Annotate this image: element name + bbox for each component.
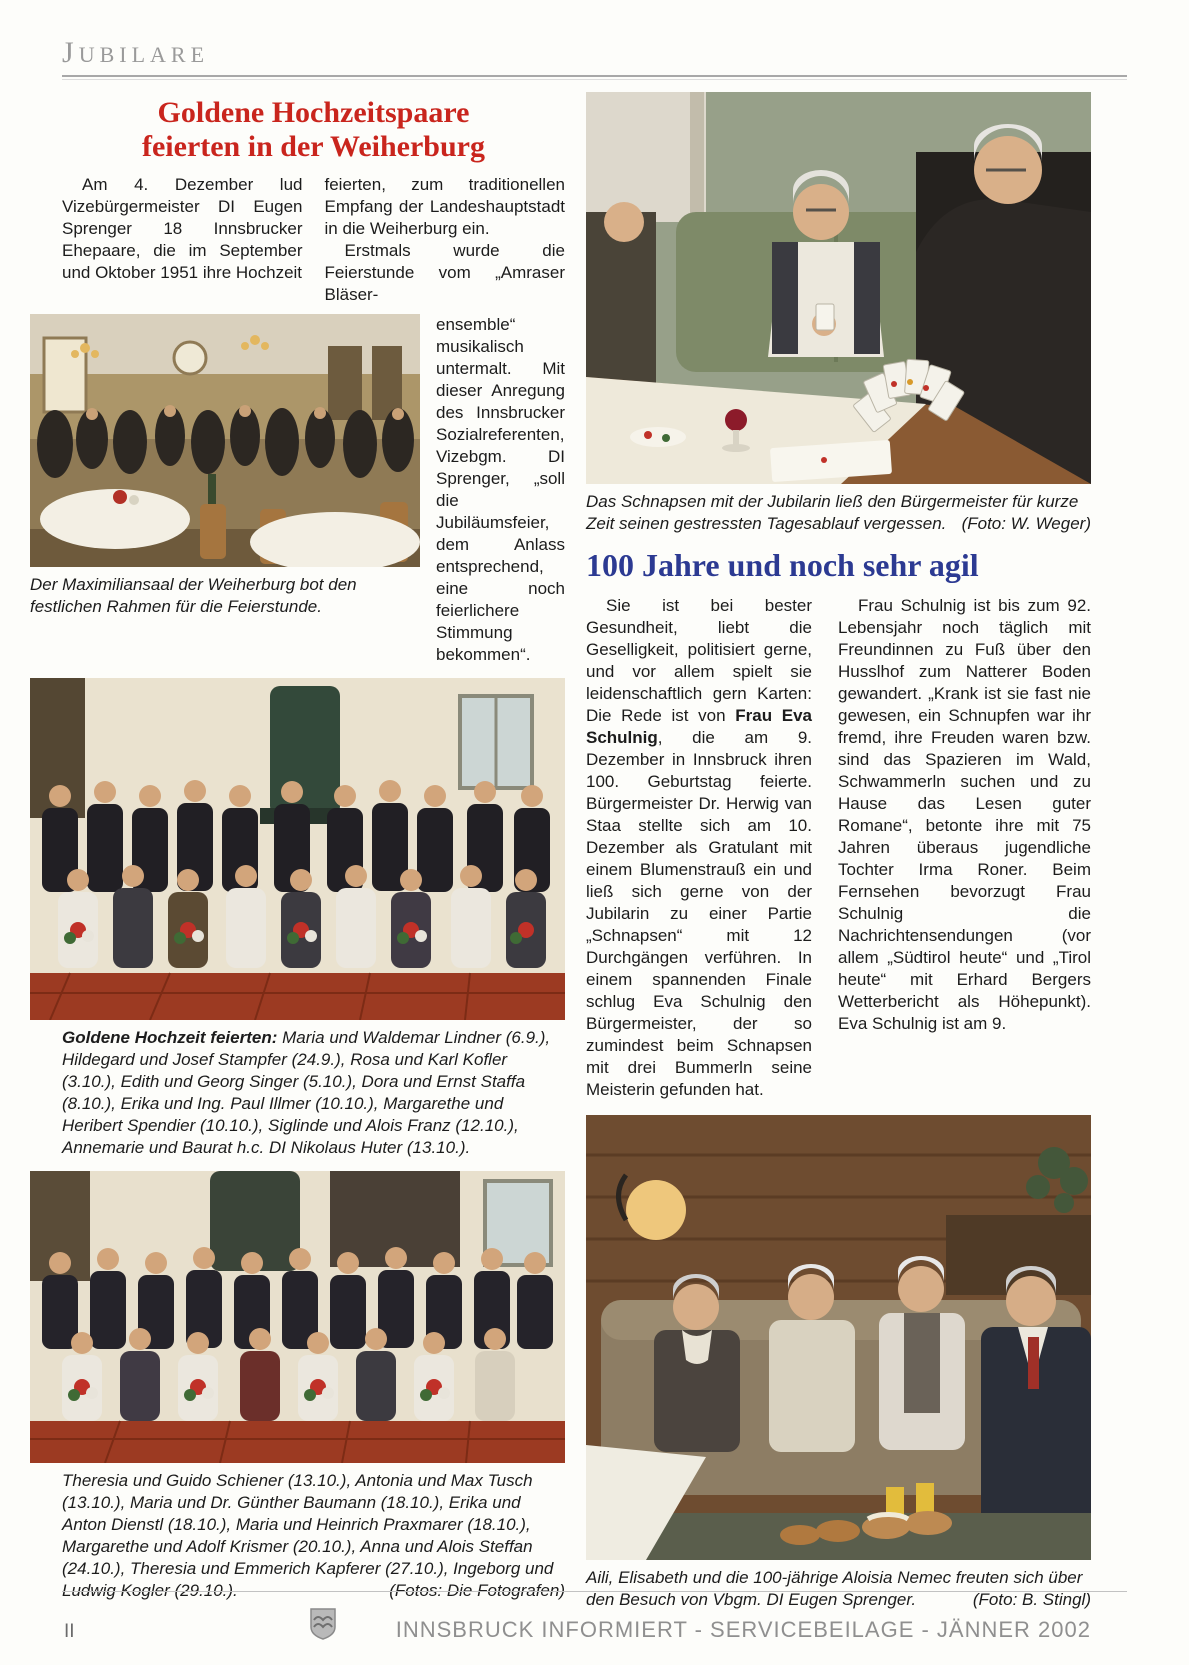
article-100-years [586, 92, 1091, 1611]
footer-row [62, 1607, 1127, 1647]
footer-masthead: INNSBRUCK INFORMIERT - SERVICEBEILAGE - JÄNNER 2002 [395, 1617, 1091, 1642]
page-number: II [64, 1621, 75, 1642]
innsbruck-coat-of-arms-icon [310, 1608, 336, 1645]
article1-intro [62, 174, 565, 306]
article2-col1-rest: , die am 9. Dezember in Innsbruck ihren 100. Geburtstag feierte. Bürgermeister Dr. Herwig van Staa stellte sich am 10. Dezember als Gratulant mit einem Blumenstrauß ein und ließ sich gerne von der Jubilarin zu einer Partie „Schnapsen“ mit 12 Durchgängen verführen. In einem spannenden Finale schlug Eva Schulnig den Bürgermeister, der so zumindest beim Schnapsen mit drei Bummerln seine Meisterin gefunden hat. [586, 728, 812, 1099]
photo-card-game-credit: (Foto: W. Weger) [961, 514, 1091, 533]
article2-col1-lead: Sie ist bei bester Gesundheit, liebt die Geselligkeit, politisiert gerne, und vor allem spielt sie leidenschaftlich gern Karten: Die Rede ist von [586, 596, 812, 725]
article2-col1 [586, 595, 812, 1101]
photo-group-couples-2 [30, 1171, 565, 1463]
photo-couch-visit-caption: Aili, Elisabeth und die 100-jährige Aloisia Nemec freuten sich über den Besuch von Vbgm. DI Eugen Sprenger. [586, 1568, 1083, 1609]
section-label: JUBILARE [62, 36, 210, 69]
photo-maximiliansaal [30, 314, 420, 567]
article2-col1-paragraph [586, 595, 812, 1101]
article1-side-column: ensemble“ musikalisch untermalt. Mit dieser Anregung des Innsbrucker Sozialreferenten, Vizebgm. DI Sprenger, „soll die Jubiläumsfeier, dem Anlass entsprechend, eine noch feierlichere Stimmung bekommen“. [436, 315, 565, 664]
article1-title [62, 96, 565, 164]
photo-group-couples-2-credit: (Fotos: Die Fotografen) [389, 1581, 565, 1600]
photo-card-game [586, 92, 1091, 484]
article1-intro-col1: Am 4. Dezember lud Vizebürgermeister DI Eugen Sprenger 18 Innsbrucker Ehepaare, die im September und Oktober 1951 ihre Hochzeit [62, 175, 303, 282]
article1-intro-col2-p2: Erstmals wurde die Feierstunde vom „Amraser Bläser- [324, 241, 565, 304]
article2-title: 100 Jahre und noch sehr agil [586, 547, 979, 583]
photo-maximiliansaal-block [30, 314, 420, 666]
photo-group-couples-2-caption: Theresia und Guido Schiener (13.10.), Antonia und Max Tusch (13.10.), Maria und Dr. Günther Baumann (18.10.), Erika und Anton Dienstl (18.10.), Maria und Heinrich Praxmarer (18.10.), Margarethe und Adolf Krismer (20.10.), Anna und Alois Steffan (24.10.), Theresia und Emmerich Kapferer (27.10.), Ingeborg und Ludwig Kogler (29.10.). [62, 1471, 554, 1600]
article2-body [586, 595, 1091, 1101]
photo-group-couples-1-caption [62, 1027, 565, 1159]
article1-photo-row [30, 314, 565, 666]
content-columns [0, 80, 1189, 1611]
article1-intro-col2 [325, 174, 566, 306]
article2-name-highlight: Frau Eva Schulnig [586, 706, 813, 747]
caption-lead-in: Goldene Hochzeit feierten: [62, 1028, 278, 1047]
article1-intro-col2-p1: feierten, zum traditionellen Empfang der Landeshauptstadt in die Weiherburg ein. [324, 175, 565, 238]
caption-names: Maria und Waldemar Lindner (6.9.), Hildegard und Josef Stampfer (24.9.), Rosa und Karl Kofler (3.10.), Edith und Georg Singer (5.10.), Dora und Ernst Staffa (8.10.), Erika und Ing. Paul Illmer (10.10.), Margarethe und Heribert Spendier (10.10.), Siglinde und Alois Franz (12.10.), Annemarie und Baurat h.c. DI Nikolaus Huter (13.10.). [62, 1028, 551, 1157]
photo-group-couples-2-block [30, 1171, 565, 1463]
article-golden-weddings [30, 92, 565, 1611]
photo-card-game-caption: Das Schnapsen mit der Jubilarin ließ den Bürgermeister für kurze Zeit seinen gestressten Tagesablauf vergessen. [586, 492, 1079, 533]
footer-rule [62, 1591, 1127, 1593]
photo-group-couples-1 [30, 678, 565, 1020]
page-footer [62, 1591, 1127, 1647]
article1-title-line2: feierten in der Weiherburg [141, 130, 485, 163]
photo-couch-visit-credit: (Foto: B. Stingl) [972, 1590, 1091, 1609]
photo-couch-visit [586, 1115, 1091, 1560]
photo-maximiliansaal-caption: Der Maximiliansaal der Weiherburg bot den festlichen Rahmen für die Feierstunde. [30, 575, 357, 616]
page-header [0, 0, 1189, 80]
article1-title-line1: Goldene Hochzeitspaare [157, 96, 470, 129]
photo-group-couples-1-block [30, 678, 565, 1020]
article2-col2: Frau Schulnig ist bis zum 92. Lebensjahr noch täglich mit Freundinnen zu Fuß über den Husslhof zum Natterer Boden gewandert. „Krank ist sie fast nie gewesen, ein Schnupfen war ihr fremd, ihre Freuden waren bzw. sind das Spazieren im Wald, Schwammerln suchen und zu Hause das Lesen guter Romane“, betonte ihre mit 75 Jahren überaus jugendliche Tochter Irma Roner. Beim Fernsehen bevorzugt Frau Schulnig die Nachrichtensendungen (vor allem „Südtirol heute“ und „Tirol heute“ mit Erhard Bergers Wetterbericht als Höhepunkt). Eva Schulnig ist am 9. [838, 596, 1091, 1033]
